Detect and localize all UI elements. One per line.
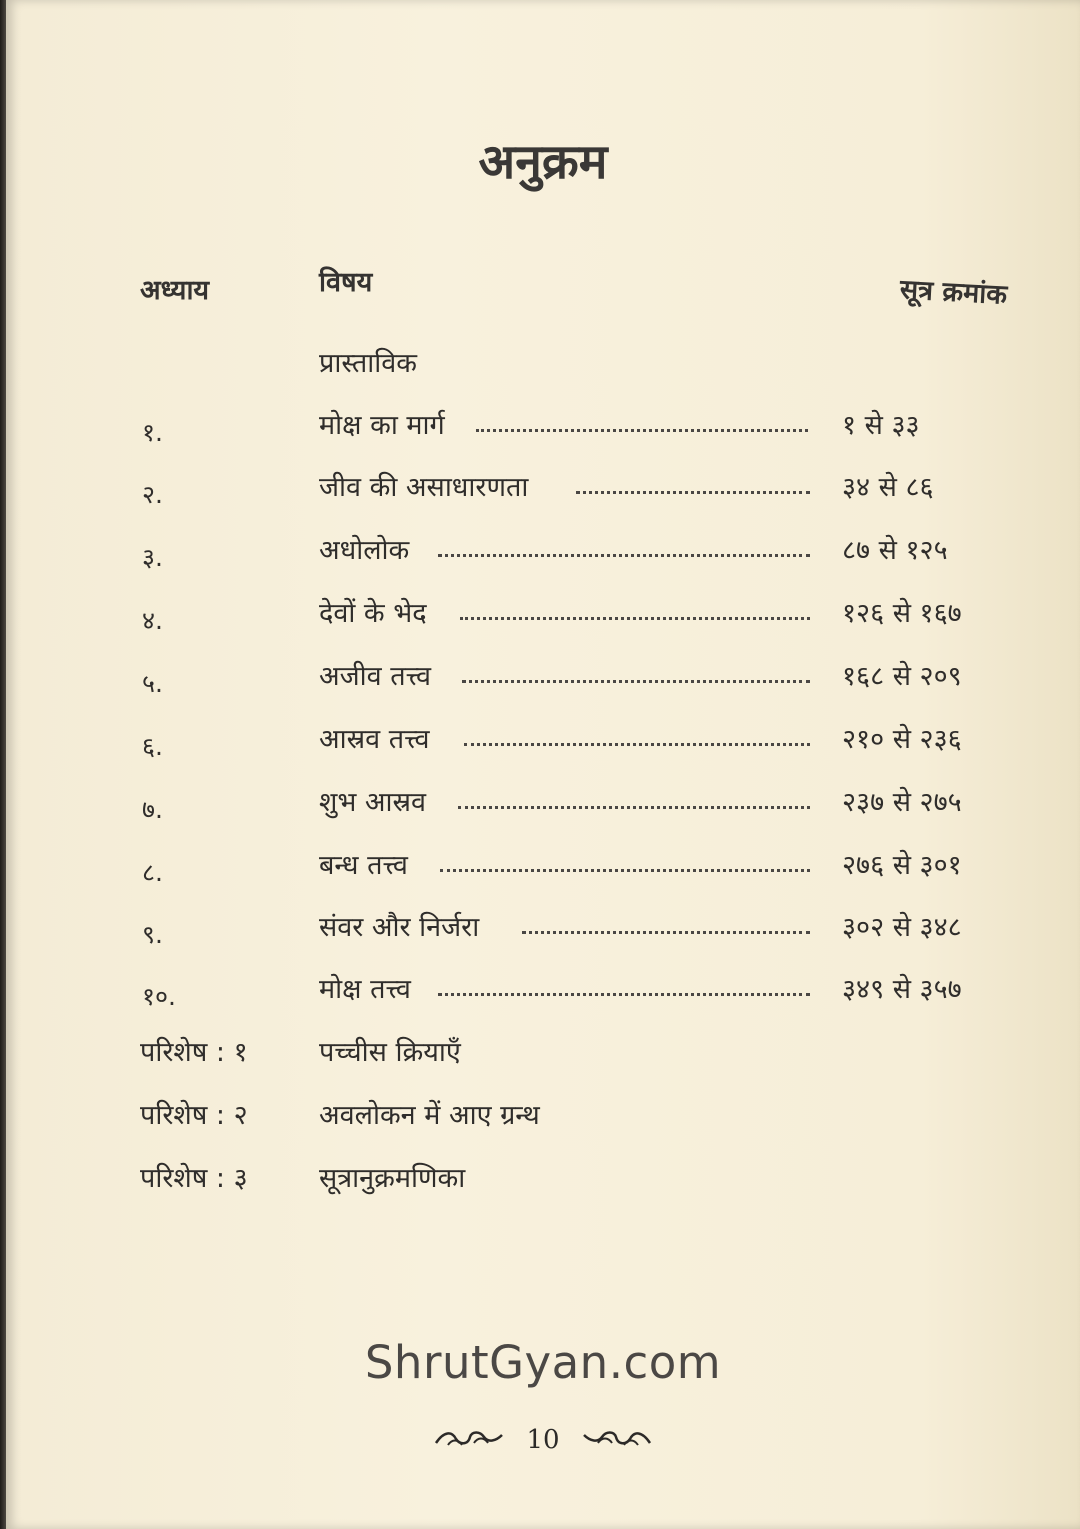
chapter-number: ७.	[142, 795, 163, 824]
toc-chapter-row	[6, 907, 1080, 947]
chapter-subject: मोक्ष तत्त्व	[319, 974, 411, 1005]
dot-leader	[438, 981, 810, 996]
chapter-sutra-range: ३४ से ८६	[842, 472, 934, 503]
toc-chapter-row	[6, 782, 1080, 822]
dot-leader	[440, 857, 810, 872]
chapter-subject: मोक्ष का मार्ग	[319, 410, 445, 441]
dot-leader	[462, 668, 810, 683]
chapter-subject: संवर और निर्जरा	[319, 912, 480, 943]
chapter-subject: बन्ध तत्त्व	[319, 850, 408, 881]
chapter-number: ३.	[142, 543, 163, 572]
chapter-number: ५.	[142, 669, 163, 698]
appendix-label: परिशेष : १	[140, 1037, 248, 1068]
appendix-label: परिशेष : २	[140, 1100, 248, 1131]
column-header-subject: विषय	[319, 267, 373, 298]
chapter-number: ८.	[142, 858, 163, 887]
chapter-number: ९.	[142, 920, 163, 949]
site-watermark: ShrutGyan.com	[364, 1336, 722, 1389]
dot-leader	[576, 479, 810, 494]
appendix-label: परिशेष : ३	[140, 1163, 248, 1194]
dot-leader	[476, 417, 808, 432]
toc-chapter-row	[6, 845, 1080, 885]
chapter-number: २.	[142, 480, 163, 509]
chapter-sutra-range: ८७ से १२५	[842, 535, 948, 566]
chapter-number: १०.	[142, 982, 176, 1011]
chapter-subject: देवों के भेद	[319, 598, 427, 629]
toc-chapter-row	[6, 719, 1080, 759]
page-number: 10	[526, 1425, 560, 1455]
chapter-subject: अजीव तत्त्व	[319, 661, 432, 692]
toc-chapter-row	[6, 405, 1080, 445]
chapter-sutra-range: १ से ३३	[842, 410, 920, 441]
dot-leader	[460, 605, 810, 620]
ornament-left-icon	[434, 1426, 504, 1456]
chapter-sutra-range: २७६ से ३०१	[842, 850, 962, 881]
toc-chapter-row	[6, 467, 1080, 507]
chapter-subject: अधोलोक	[319, 535, 410, 566]
appendix-subject: सूत्रानुक्रमणिका	[319, 1163, 466, 1194]
toc-intro-row	[6, 343, 1080, 383]
chapter-sutra-range: २१० से २३६	[842, 724, 962, 755]
toc-chapter-row	[6, 530, 1080, 570]
toc-chapter-row	[6, 593, 1080, 633]
chapter-sutra-range: १६८ से २०९	[842, 661, 962, 692]
dot-leader	[464, 731, 810, 746]
column-header-sutra-range: सूत्र क्रमांक	[899, 274, 1008, 311]
chapter-subject: आस्रव तत्त्व	[319, 724, 430, 755]
chapter-sutra-range: २३७ से २७५	[842, 787, 962, 818]
toc-intro-label: प्रास्ताविक	[319, 348, 417, 379]
page-footer	[6, 1425, 1080, 1456]
dot-leader	[438, 542, 810, 557]
page-title: अनुक्रम	[478, 134, 608, 190]
toc-chapter-row	[6, 969, 1080, 1009]
book-page	[6, 0, 1080, 1529]
toc-appendix-row	[6, 1032, 1080, 1072]
appendix-subject: पच्चीस क्रियाएँ	[319, 1037, 461, 1068]
chapter-subject: शुभ आस्रव	[319, 787, 427, 818]
column-header-chapter: अध्याय	[140, 275, 210, 306]
dot-leader	[458, 794, 810, 809]
appendix-subject: अवलोकन में आए ग्रन्थ	[319, 1100, 540, 1131]
chapter-number: १.	[142, 418, 163, 447]
toc-appendix-row	[6, 1095, 1080, 1135]
toc-chapter-row	[6, 656, 1080, 696]
chapter-sutra-range: ३०२ से ३४८	[842, 912, 962, 943]
chapter-sutra-range: १२६ से १६७	[842, 598, 962, 629]
chapter-number: ४.	[142, 606, 163, 635]
ornament-right-icon	[582, 1426, 652, 1456]
chapter-number: ६.	[142, 732, 163, 761]
toc-appendix-row	[6, 1158, 1080, 1198]
chapter-sutra-range: ३४९ से ३५७	[842, 974, 962, 1005]
dot-leader	[522, 919, 810, 934]
chapter-subject: जीव की असाधारणता	[319, 472, 529, 503]
